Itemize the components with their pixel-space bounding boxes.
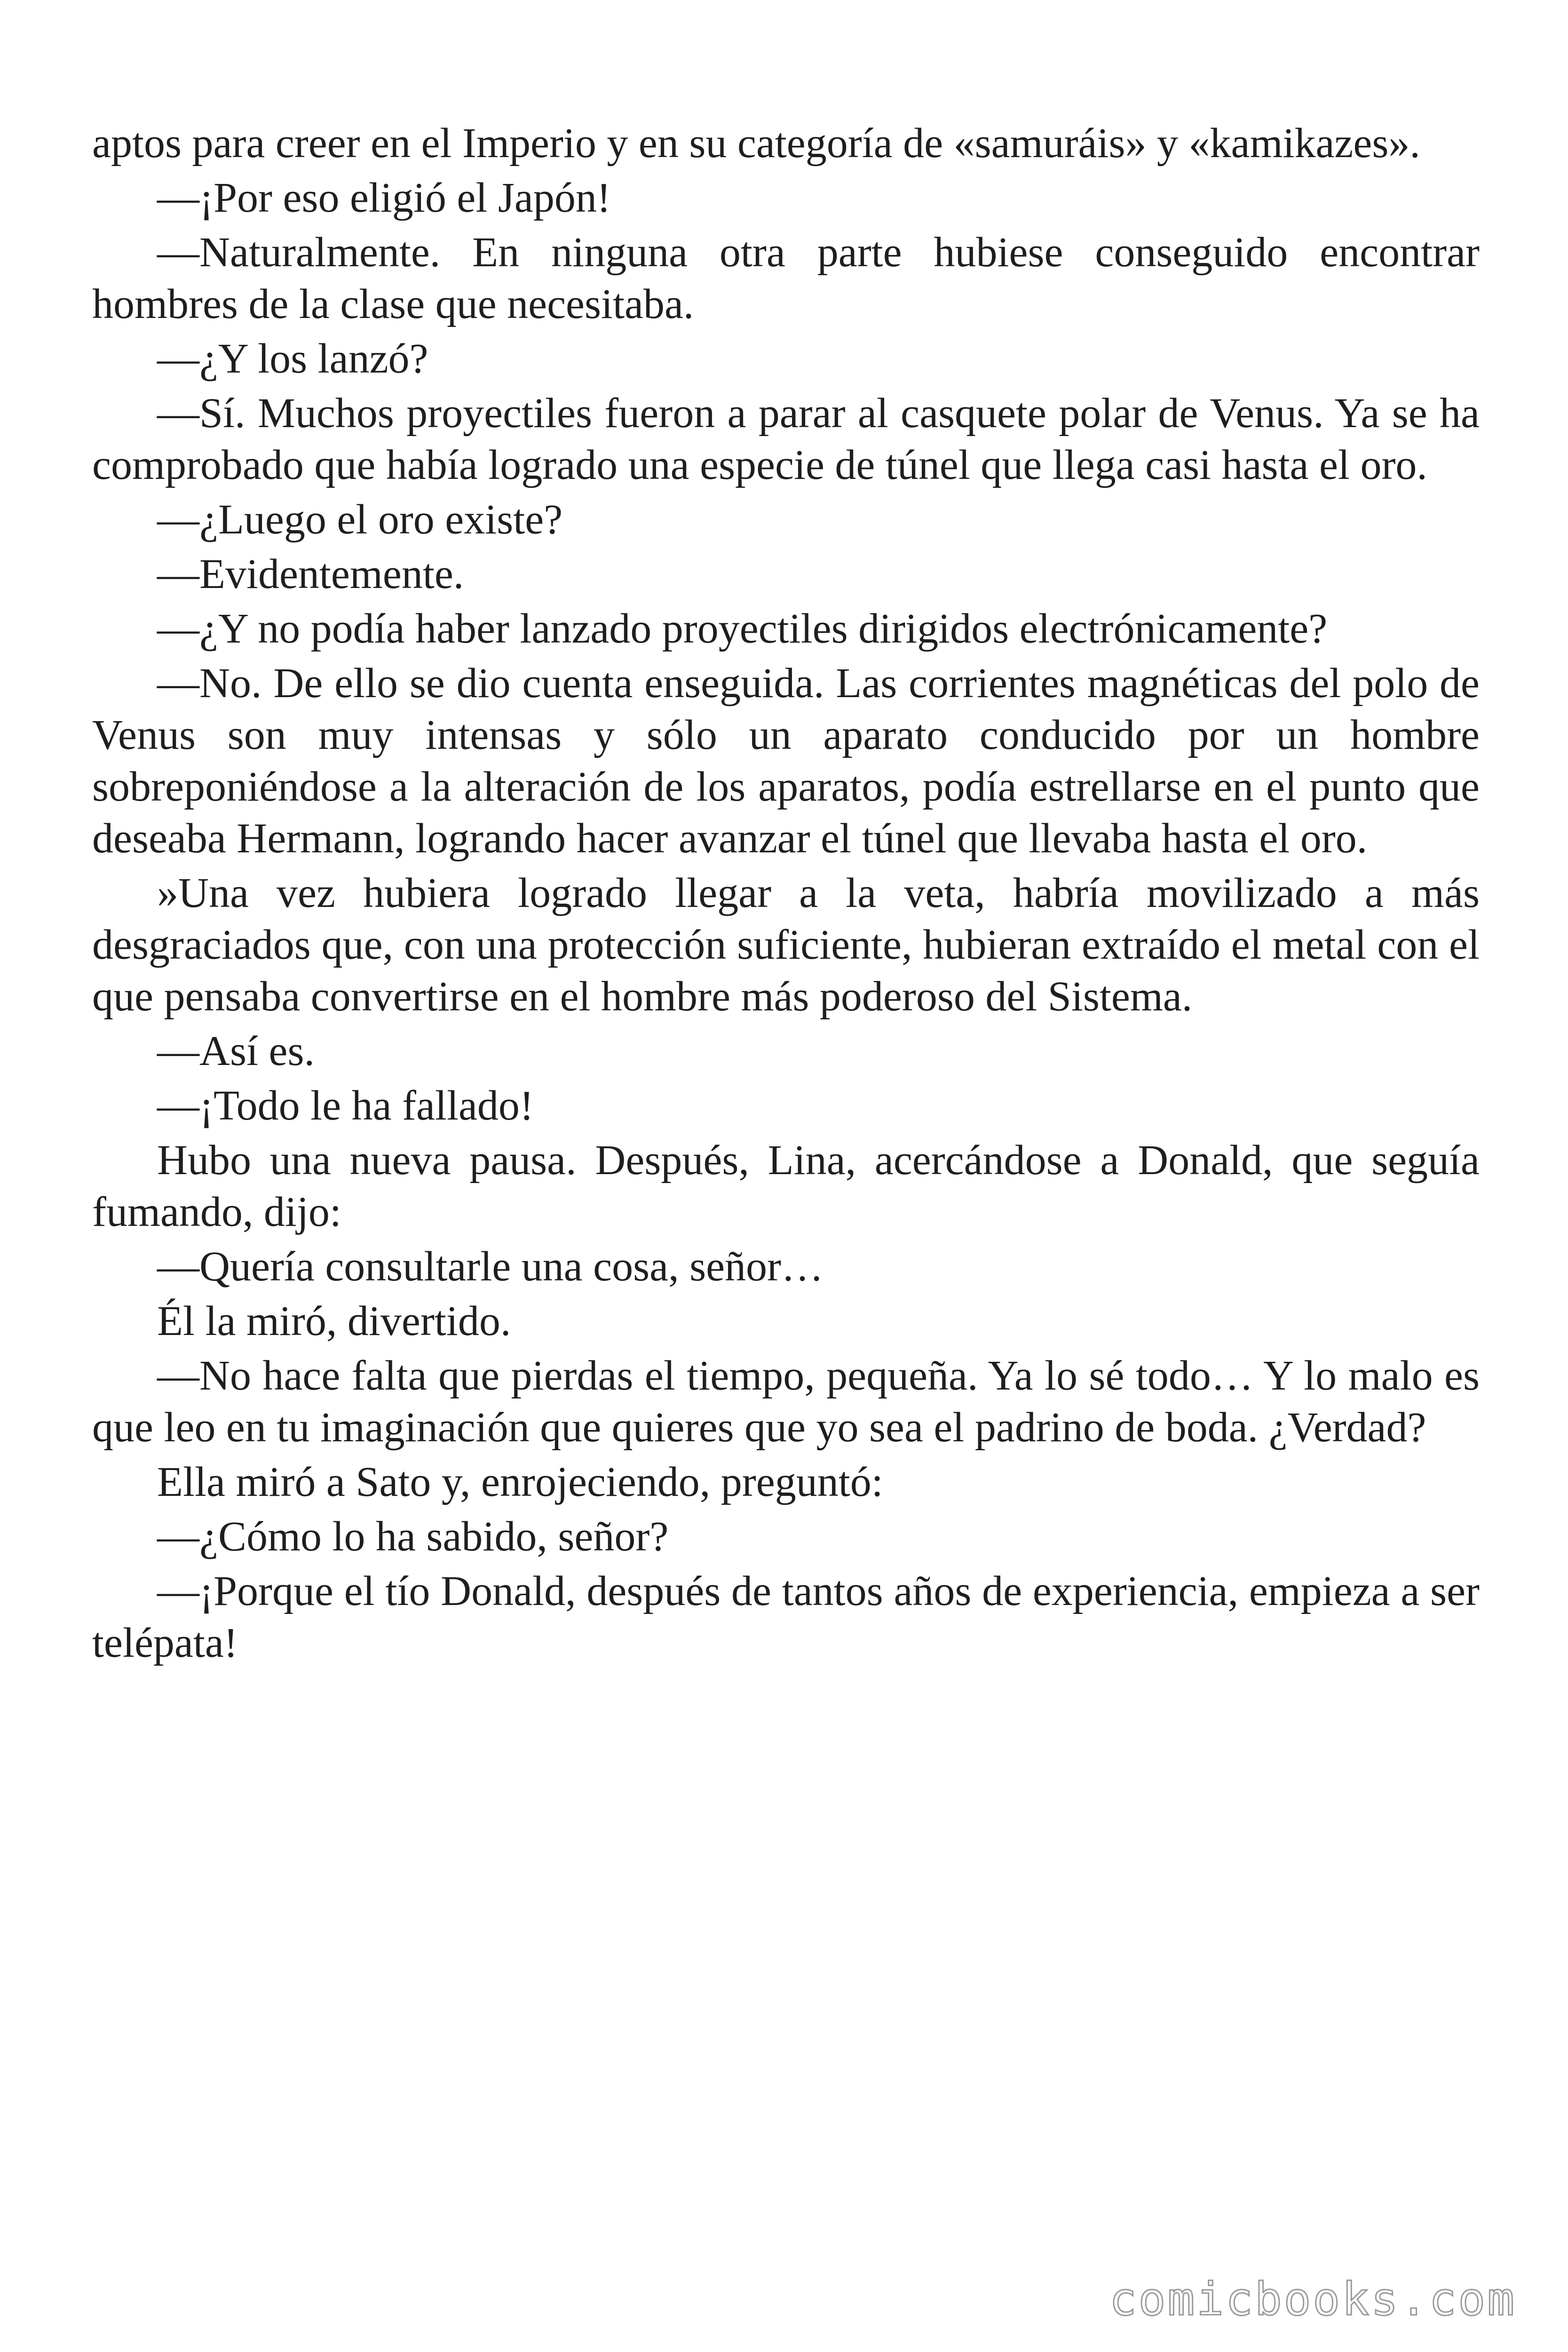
paragraph-19: —¡Porque el tío Donald, después de tantos años de experiencia, empieza a ser telépata! [92, 1568, 1480, 1666]
paragraph-10: »Una vez hubiera logrado llegar a la veta, habría movilizado a más desgraciados que, con una protección suficiente, hubieran extraído el metal con el que pensaba convertirse en el hombre más poderoso del Sistema. [92, 870, 1480, 1020]
paragraph-7: —Evidentemente. [157, 551, 464, 597]
page-text [92, 118, 1480, 1672]
paragraph-14: —Quería consultarle una cosa, señor… [157, 1243, 824, 1290]
paragraph-13: Hubo una nueva pausa. Después, Lina, acercándose a Donald, que seguía fumando, dijo: [92, 1137, 1480, 1235]
paragraph-15: Él la miró, divertido. [157, 1298, 511, 1344]
paragraph-1: aptos para creer en el Imperio y en su categoría de «samuráis» y «kamikazes». [92, 120, 1420, 167]
paragraph-12: —¡Todo le ha fallado! [157, 1082, 534, 1129]
paragraph-5: —Sí. Muchos proyectiles fueron a parar al casquete polar de Venus. Ya se ha comprobado que había logrado una especie de túnel que llega casi hasta el oro. [92, 390, 1480, 488]
paragraph-16: —No hace falta que pierdas el tiempo, pequeña. Ya lo sé todo… Y lo malo es que leo en tu imaginación que quieres que yo sea el padrino de boda. ¿Verdad? [92, 1352, 1480, 1451]
watermark: comicbooks.com [1109, 2273, 1516, 2326]
paragraph-8: —¿Y no podía haber lanzado proyectiles dirigidos electrónicamente? [157, 605, 1328, 652]
paragraph-2: —¡Por eso eligió el Japón! [157, 175, 611, 221]
paragraph-18: —¿Cómo lo ha sabido, señor? [157, 1513, 669, 1560]
paragraph-9: —No. De ello se dio cuenta enseguida. Las corrientes magnéticas del polo de Venus son muy intensas y sólo un aparato conducido por un hombre sobreponiéndose a la alteración de los aparatos, podía estrellarse en el punto que deseaba Hermann, logrando hacer avanzar el túnel que llevaba hasta el oro. [92, 660, 1480, 862]
paragraph-4: —¿Y los lanzó? [157, 335, 428, 382]
paragraph-17: Ella miró a Sato y, enrojeciendo, preguntó: [157, 1459, 883, 1505]
paragraph-11: —Así es. [157, 1028, 315, 1074]
paragraph-3: —Naturalmente. En ninguna otra parte hubiese conseguido encontrar hombres de la clase que necesitaba. [92, 229, 1480, 327]
paragraph-6: —¿Luego el oro existe? [157, 496, 563, 543]
